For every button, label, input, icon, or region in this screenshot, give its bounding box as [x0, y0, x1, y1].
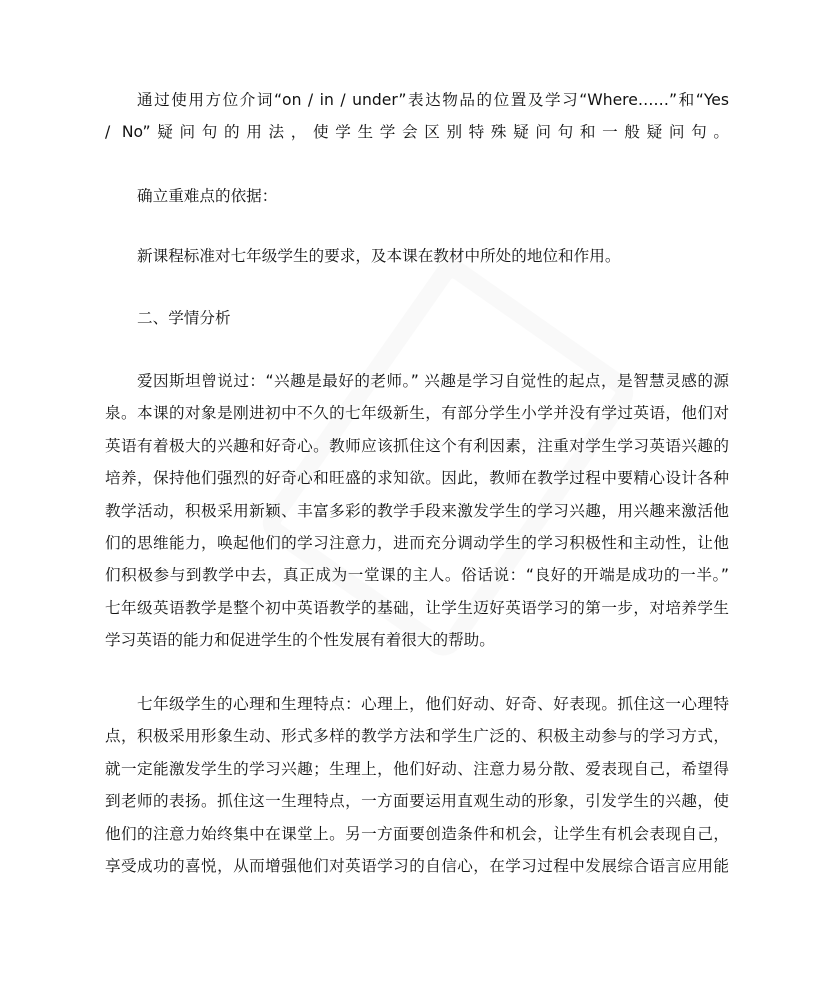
- text-line: 他们的注意力始终集中在课堂上。另一方面要创造条件和机会，让学生有机会表现自己，: [105, 824, 729, 843]
- text-line: 新课程标准对七年级学生的要求，及本课在教材中所处的地位和作用。: [137, 247, 621, 265]
- text-line: 通过使用方位介词“on / in / under”表达物品的位置及学习“Where……”和“Yes: [137, 91, 729, 109]
- text-line: 爱因斯坦曾说过：“兴趣是最好的老师。” 兴趣是学习自觉性的起点，是智慧灵感的源: [137, 372, 729, 390]
- text-line: 就一定能激发学生的学习兴趣；生理上，他们好动、注意力易分散、爱表现自己，希望得: [105, 759, 729, 778]
- text-line: 确立重难点的依据：: [137, 187, 278, 205]
- text-line: 七年级学生的心理和生理特点：心理上，他们好动、好奇、好表现。抓住这一心理特: [137, 695, 729, 713]
- text-line: 教学活动，积极采用新颖、丰富多彩的教学手段来激发学生的学习兴趣，用兴趣来激活他: [105, 501, 729, 520]
- text-line: 学习英语的能力和促进学生的个性发展有着很大的帮助。: [105, 631, 495, 650]
- text-line: 英语有着极大的兴趣和好奇心。教师应该抓住这个有利因素，注重对学生学习英语兴趣的: [105, 436, 729, 455]
- text-line: 点，积极采用形象生动、形式多样的教学方法和学生广泛的、积极主动参与的学习方式，: [105, 727, 729, 746]
- text-line: / No”疑问句的用法，使学生学会区别特殊疑问句和一般疑问句。: [105, 123, 729, 142]
- paragraph: [105, 240, 729, 272]
- section-heading: [105, 302, 729, 334]
- text-line: 二、学情分析: [137, 309, 231, 327]
- text-line: 享受成功的喜悦，从而增强他们对英语学习的自信心，在学习过程中发展综合语言应用能: [105, 856, 729, 875]
- paragraph: [105, 688, 729, 882]
- paragraph: [105, 365, 729, 657]
- paragraph: [105, 84, 729, 149]
- text-line: 到老师的表扬。抓住这一生理特点，一方面要运用直观生动的形象，引发学生的兴趣，使: [105, 792, 729, 811]
- text-line: 七年级英语教学是整个初中英语教学的基础，让学生迈好英语学习的第一步，对培养学生: [105, 598, 729, 617]
- paragraph: [105, 180, 729, 212]
- text-line: 培养，保持他们强烈的好奇心和旺盛的求知欲。因此，教师在教学过程中要精心设计各种: [105, 469, 729, 488]
- text-line: 们积极参与到教学中去，真正成为一堂课的主人。俗话说：“良好的开端是成功的一半。”: [105, 566, 729, 585]
- text-line: 们的思维能力，唤起他们的学习注意力，进而充分调动学生的学习积极性和主动性，让他: [105, 533, 729, 552]
- text-line: 泉。本课的对象是刚进初中不久的七年级新生，有部分学生小学并没有学过英语，他们对: [105, 404, 729, 423]
